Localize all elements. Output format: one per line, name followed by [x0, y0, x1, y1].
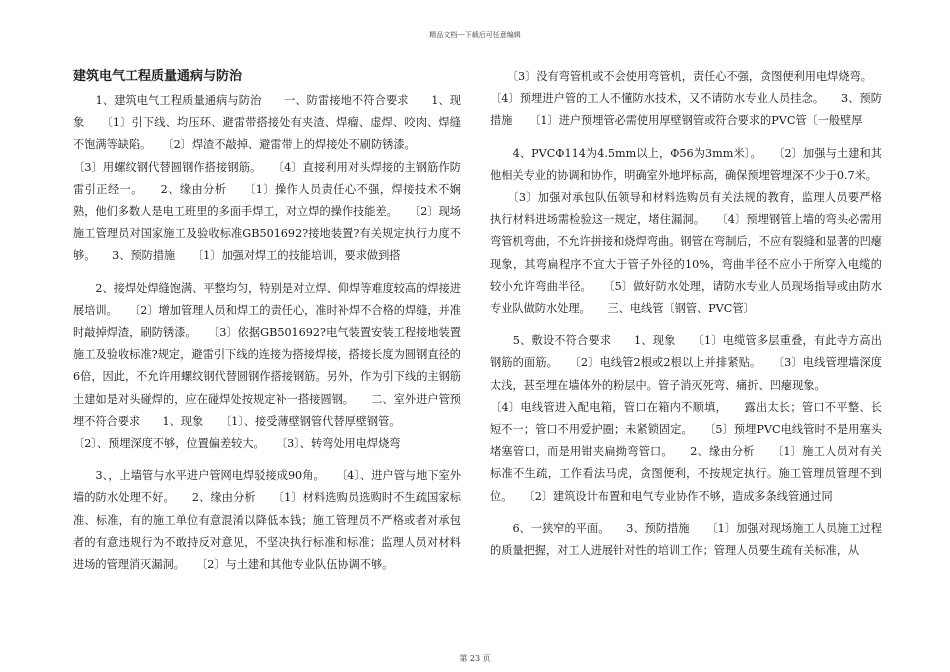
- paragraph: 5、敷设不符合要求 1、现象 〔1〕电缆管多层重叠，有此寺方高出钢筋的面筋。 〔2〕电线管2根或2根以上并排紧贴。 〔3〕电线管埋墙深度太浅，甚至埋在墙体外的粉层中。管子消灭死弯、痛折、凹瘪现象。: [490, 334, 882, 392]
- page-header: 精品文档---下载后可任意编辑: [429, 31, 521, 39]
- paragraph: 〔4〕预埋进户管的工人不懂防水技术，又不请防水专业人员挂念。 3、预防措施 〔1〕进户预埋管必需使用厚壁钢管或符合要求的PVC管〔一般壁厚: [490, 92, 882, 128]
- paragraph: 3、，上墙管与水平进户管网电焊驳接成90角。 〔4〕、进户管与地下室外墙的防水处理不好。 2、缘由分析 〔1〕材料选购员选购时不生疏国家标准、标准，有的施工单位有意混淆以降低本钱；施工管理员不严格或者对承包者的有意违规行为不敢持反对意见，不坚决执行标准和标准；监理人员对材料进场的管理消灭漏洞。 〔2〕与土建和其他专业队伍协调不够。: [73, 469, 461, 572]
- paragraph: 〔3〕加强对承包队伍领导和材料选购员有关法规的教育，监理人员要严格执行材料进场需检验这一规定，堵住漏洞。 〔4〕预埋钢管上墙的弯头必需用弯管机弯曲，不允许拼接和烧焊弯曲。钢管在弯制后，不应有裂缝和显著的凹瘪现象，其弯扁程序不宜大于管子外径的10%，弯曲半径不应小于所穿入电缆的较小允许弯曲半径。 〔5〕做好防水处理，请防水专业人员现场指导或由防水专业队做防水处理。 三、电线管〔钢管、PVC管〕: [490, 191, 882, 316]
- page-footer: 第 23 页: [459, 654, 491, 663]
- document-title: 建筑电气工程质量通病与防治: [73, 69, 243, 84]
- paragraph: 〔2〕、预埋深度不够，位置偏差较大。 〔3〕、转弯处用电焊烧弯: [73, 437, 401, 451]
- paragraph: 1、建筑电气工程质量通病与防治 一、防雷接地不符合要求 1、现象 〔1〕引下线、均压环、避雷带搭接处有夹渣、焊瘤、虚焊、咬肉、焊缝不饱满等缺陷。 〔2〕焊渣不敲掉、避雷带上的焊接处不刷防锈漆。: [73, 94, 461, 152]
- paragraph: 〔3〕没有弯管机或不会使用弯管机，责任心不强，贪图便利用电焊烧弯。: [490, 70, 872, 83]
- paragraph: 〔4〕电线管进入配电箱，管口在箱内不顺填， 露出太长；管口不平整、长短不一；管口不用爱护圈；未紧锁固定。 〔5〕预埋PVC电线管时不是用塞头堵塞管口，而是用钳夹扁拗弯管口。 2、缘由分析 〔1〕施工人员对有关标准不生疏，工作看法马虎，贪图便利，不按规定执行。施工管理员管理不到位。 〔2〕建筑设计布置和电气专业协作不够，造成多条线管通过同: [490, 400, 882, 503]
- right-column: [490, 66, 882, 562]
- paragraph: 2、接焊处焊缝饱满、平整均匀，特别是对立焊、仰焊等难度较高的焊接进展培训。 〔2〕增加管理人员和焊工的责任心，准时补焊不合格的焊缝，并准时敲掉焊渣，刷防锈漆。 〔3〕依据GB501692?电气装置安装工程接地装置施工及验收标准?规定，避雷引下线的连接为搭接焊接，搭接长度为圆钢直径的6倍，因此，不允许用螺纹钢代替圆钢作搭接钢筋。另外，作为引下线的主钢筋土建如是对头碰焊的，应在碰焊处按规定补一搭接圆钢。 二、室外进户管预埋不符合要求 1、现象 〔1〕、接受薄壁钢管代替厚壁钢管。: [73, 281, 461, 428]
- left-column: [73, 66, 461, 576]
- paragraph: 〔3〕用螺纹钢代替圆钢作搭接钢筋。 〔4〕直接利用对头焊接的主钢筋作防雷引正经一。 2、缘由分析 〔1〕操作人员责任心不强，焊接技术不娴熟，他们多数人是电工班里的多面手焊工，对立焊的操作技能差。 〔2〕现场施工管理员对国家施工及验收标准GB501692?接地装置?有关规定执行力度不够。 3、预防措施 〔1〕加强对焊工的技能培训，要求做到搭: [73, 160, 461, 263]
- paragraph: 6、一狭窄的平面。 3、预防措施 〔1〕加强对现场施工人员施工过程的质量把握，对工人进展针对性的培训工作；管理人员要生疏有关标准，从: [490, 521, 882, 558]
- paragraph: 4、PVCΦ114为4.5mm以上，Φ56为3mm米〕。 〔2〕加强与土建和其他相关专业的协调和协作，明确室外地坪标高，确保预埋管埋深不少于0.7米。: [490, 146, 882, 182]
